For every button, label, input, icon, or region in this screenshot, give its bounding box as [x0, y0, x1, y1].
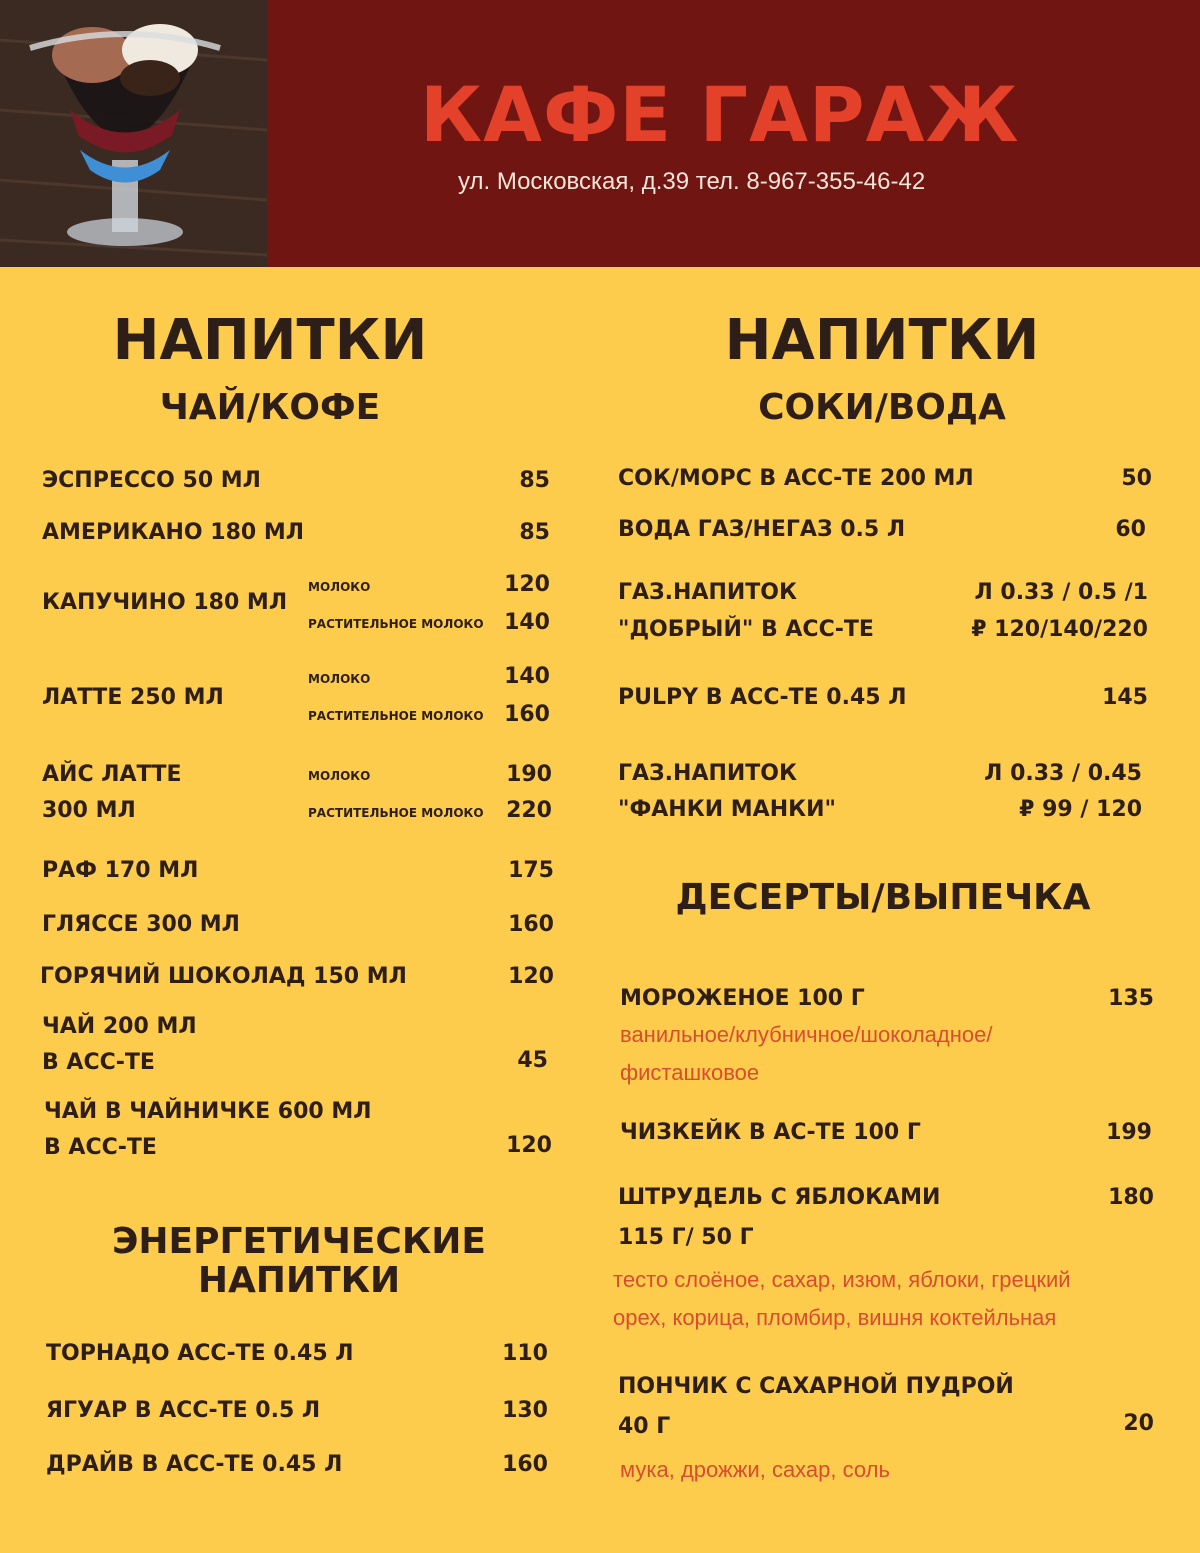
item-name: ГАЗ.НАПИТОК [618, 580, 797, 605]
item-option: МОЛОКО [308, 672, 371, 686]
item-name: ЧАЙ 200 МЛ [42, 1014, 197, 1039]
item-name: ТОРНАДО АСС-ТЕ 0.45 Л [46, 1341, 354, 1366]
item-name: ГОРЯЧИЙ ШОКОЛАД 150 МЛ [40, 964, 407, 989]
item-name: В АСС-ТЕ [42, 1050, 155, 1075]
energy-heading: ЭНЕРГЕТИЧЕСКИЕ [112, 1221, 486, 1262]
item-name: 115 Г/ 50 Г [618, 1225, 754, 1250]
energy-heading: НАПИТКИ [197, 1260, 401, 1301]
item-description: ванильное/клубничное/шоколадное/ [620, 1022, 993, 1047]
item-price: 120 [504, 572, 550, 597]
item-description: фисташковое [620, 1060, 760, 1085]
item-name: КАПУЧИНО 180 МЛ [42, 590, 288, 615]
right-heading: НАПИТКИ [724, 308, 1040, 373]
item-price: 85 [519, 520, 550, 545]
item-name: СОК/МОРС В АСС-ТЕ 200 МЛ [618, 466, 974, 491]
item-description: тесто слоёное, сахар, изюм, яблоки, грецкий [613, 1267, 1071, 1292]
item-price: 220 [506, 798, 552, 823]
item-price: 110 [502, 1341, 548, 1366]
item-price: 50 [1121, 466, 1152, 491]
item-name: 40 Г [618, 1414, 671, 1439]
item-price: 180 [1108, 1185, 1154, 1210]
item-name: ЛАТТЕ 250 МЛ [42, 685, 224, 710]
item-name: ЧАЙ В ЧАЙНИЧКЕ 600 МЛ [44, 1099, 372, 1124]
cafe-address-phone: ул. Московская, д.39 тел. 8-967-355-46-42 [458, 168, 926, 195]
item-name: ПОНЧИК С САХАРНОЙ ПУДРОЙ [618, 1374, 1014, 1399]
item-name: ЭСПРЕССО 50 МЛ [42, 468, 261, 493]
item-description: орех, корица, пломбир, вишня коктейльная [613, 1305, 1057, 1330]
item-name: В АСС-ТЕ [44, 1135, 157, 1160]
item-price: 175 [508, 858, 554, 883]
item-option: РАСТИТЕЛЬНОЕ МОЛОКО [308, 617, 484, 631]
item-price: 140 [504, 610, 550, 635]
left-heading: НАПИТКИ [112, 308, 428, 373]
item-name: ВОДА ГАЗ/НЕГАЗ 0.5 Л [618, 517, 906, 542]
item-name: МОРОЖЕНОЕ 100 Г [620, 986, 865, 1011]
item-price: 20 [1123, 1411, 1154, 1436]
cafe-title: КАФЕ ГАРАЖ [420, 70, 1020, 159]
item-price: 135 [1108, 986, 1154, 1011]
item-volume: Л 0.33 / 0.45 [984, 761, 1142, 786]
item-name: ДРАЙВ В АСС-ТЕ 0.45 Л [46, 1452, 343, 1477]
item-price: 120 [506, 1133, 552, 1158]
item-option: МОЛОКО [308, 769, 371, 783]
item-volume: Л 0.33 / 0.5 /1 [974, 580, 1148, 605]
item-price: 160 [504, 702, 550, 727]
item-name: ЯГУАР В АСС-ТЕ 0.5 Л [46, 1398, 321, 1423]
item-name: "ФАНКИ МАНКИ" [618, 797, 836, 822]
item-price: 160 [502, 1452, 548, 1477]
item-name: АЙС ЛАТТЕ [42, 762, 182, 787]
item-price: 199 [1106, 1120, 1152, 1145]
item-option: МОЛОКО [308, 580, 371, 594]
item-price: 190 [506, 762, 552, 787]
item-name: ГАЗ.НАПИТОК [618, 761, 797, 786]
item-price: ₽ 99 / 120 [1019, 797, 1142, 822]
item-price: 145 [1102, 685, 1148, 710]
item-price: ₽ 120/140/220 [971, 617, 1148, 642]
item-option: РАСТИТЕЛЬНОЕ МОЛОКО [308, 806, 484, 820]
item-name: "ДОБРЫЙ" В АСС-ТЕ [618, 617, 874, 642]
item-name: 300 МЛ [42, 798, 136, 823]
item-price: 45 [517, 1048, 548, 1073]
item-name: АМЕРИКАНО 180 МЛ [42, 520, 305, 545]
item-option: РАСТИТЕЛЬНОЕ МОЛОКО [308, 709, 484, 723]
item-price: 85 [519, 468, 550, 493]
item-price: 160 [508, 912, 554, 937]
right-subheading: СОКИ/ВОДА [758, 387, 1006, 428]
item-name: ЧИЗКЕЙК В АС-ТЕ 100 Г [620, 1120, 921, 1145]
item-price: 60 [1115, 517, 1146, 542]
item-name: РАФ 170 МЛ [42, 858, 199, 883]
item-price: 140 [504, 664, 550, 689]
item-price: 120 [508, 964, 554, 989]
item-name: PULPY В АСС-ТЕ 0.45 Л [618, 685, 907, 710]
item-price: 130 [502, 1398, 548, 1423]
ice-cream-photo [0, 0, 267, 267]
left-subheading: ЧАЙ/КОФЕ [159, 387, 381, 428]
item-name: ШТРУДЕЛЬ С ЯБЛОКАМИ [618, 1185, 941, 1210]
desserts-heading: ДЕСЕРТЫ/ВЫПЕЧКА [675, 877, 1091, 918]
item-name: ГЛЯССЕ 300 МЛ [42, 912, 240, 937]
item-description: мука, дрожжи, сахар, соль [620, 1457, 890, 1482]
